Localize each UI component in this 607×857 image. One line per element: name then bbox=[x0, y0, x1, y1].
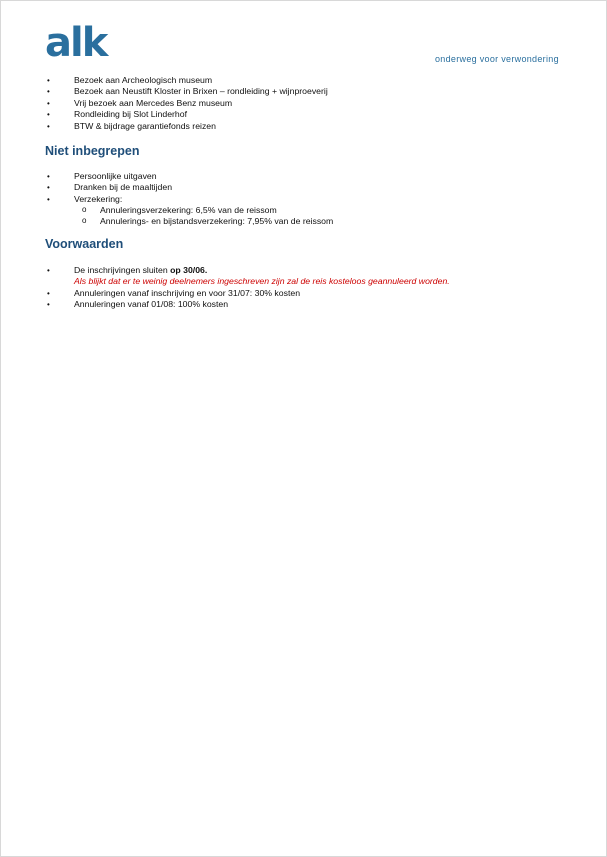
insurance-sublist bbox=[74, 205, 567, 227]
sub-list-item: o Annulerings- en bijstandsverzekering: 7,95% van de reissom bbox=[74, 216, 567, 227]
list-item: • Bezoek aan Archeologisch museum bbox=[47, 75, 567, 86]
registration-text: De inschrijvingen sluiten bbox=[74, 265, 171, 275]
tagline: onderweg voor verwondering bbox=[435, 54, 559, 64]
list-item: • BTW & bijdrage garantiefonds reizen bbox=[47, 121, 567, 132]
list-item: • Vrij bezoek aan Mercedes Benz museum bbox=[47, 98, 567, 109]
cancellation-note: Als blijkt dat er te weinig deelnemers ingeschreven zijn zal de reis kosteloos geannuleerd worden. bbox=[74, 276, 450, 287]
conditions-list bbox=[47, 265, 567, 311]
list-item: • Bezoek aan Neustift Kloster in Brixen – rondleiding + wijnproeverij bbox=[47, 86, 567, 97]
list-item: • Annuleringen vanaf inschrijving en voor 31/07: 30% kosten bbox=[47, 288, 567, 299]
list-item: • Annuleringen vanaf 01/08: 100% kosten bbox=[47, 299, 567, 310]
alk-logo: alk bbox=[45, 20, 107, 66]
list-item: • Dranken bij de maaltijden bbox=[47, 182, 567, 193]
included-list bbox=[47, 75, 567, 132]
registration-date: op 30/06. bbox=[170, 265, 208, 275]
list-item bbox=[47, 265, 567, 288]
list-item: • Persoonlijke uitgaven bbox=[47, 171, 567, 182]
list-item-label: Verzekering: bbox=[74, 193, 123, 204]
not-included-list bbox=[47, 171, 567, 227]
section-heading-not-included: Niet inbegrepen bbox=[45, 144, 140, 158]
sub-list-item: o Annuleringsverzekering: 6,5% van de reissom bbox=[74, 205, 567, 216]
list-item: • Rondleiding bij Slot Linderhof bbox=[47, 109, 567, 120]
list-item bbox=[47, 194, 567, 227]
section-heading-conditions: Voorwaarden bbox=[45, 237, 124, 251]
